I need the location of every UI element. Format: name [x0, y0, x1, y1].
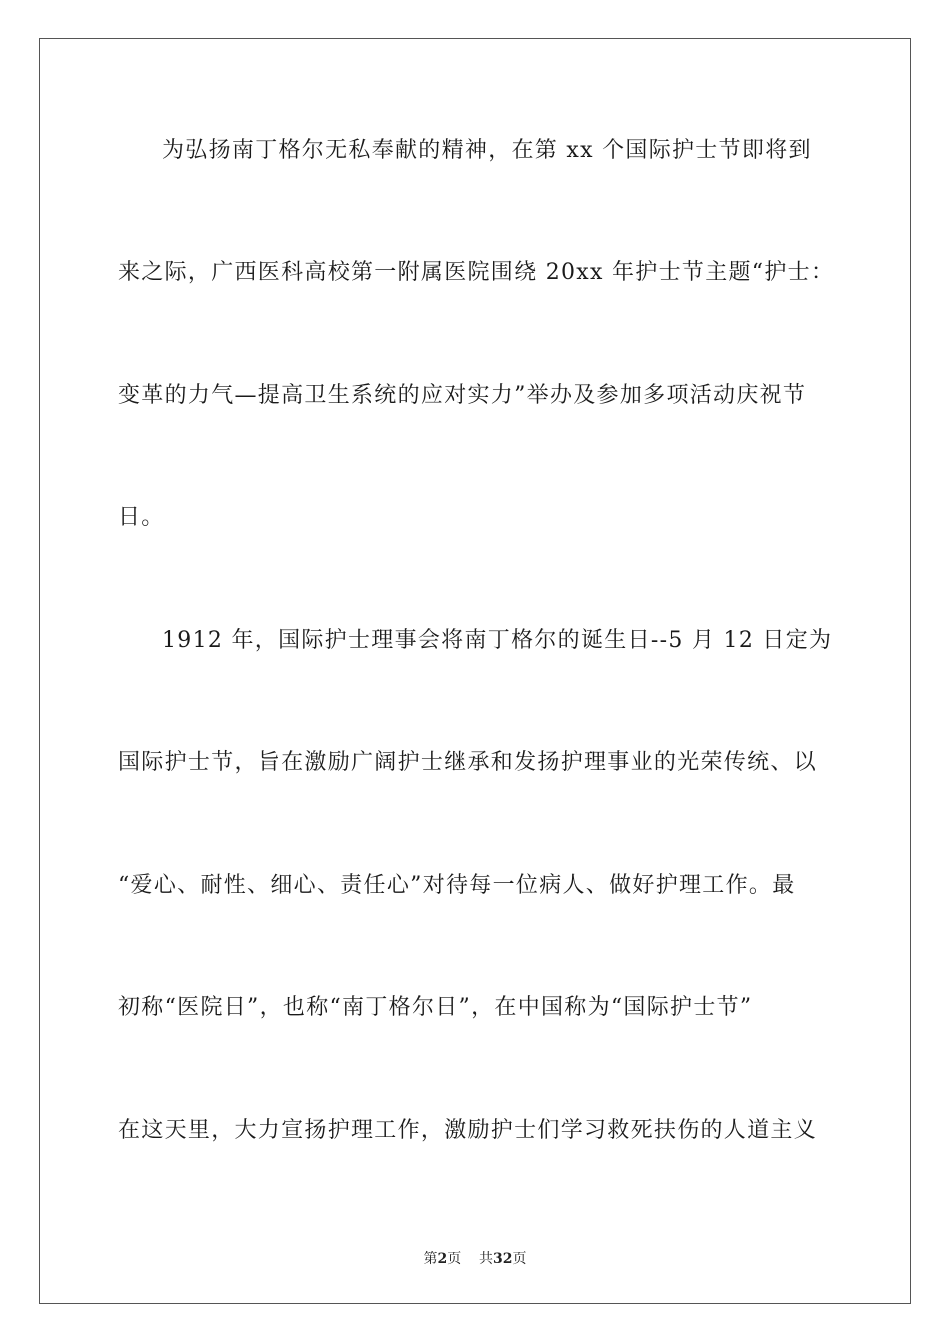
- text-line: 国际护士节，旨在激励广阔护士继承和发扬护理事业的光荣传统、以: [118, 750, 818, 775]
- text-line: “爱心、耐性、细心、责任心”对待每一位病人、做好护理工作。最: [118, 873, 796, 898]
- text-line: 在这天里，大力宣扬护理工作，激励护士们学习救死扶伤的人道主义: [118, 1118, 818, 1143]
- total-prefix: 共: [479, 1251, 494, 1267]
- page-prefix: 第: [423, 1251, 438, 1267]
- text-line: 初称“医院日”，也称“南丁格尔日”，在中国称为“国际护士节”: [118, 995, 753, 1020]
- text-line: 为弘扬南丁格尔无私奉献的精神，在第 xx 个国际护士节即将到: [162, 138, 812, 163]
- total-suffix: 页: [512, 1251, 527, 1267]
- text-line: 变革的力气—提高卫生系统的应对实力”举办及参加多项活动庆祝节: [118, 383, 807, 408]
- text-line: 1912 年，国际护士理事会将南丁格尔的诞生日--5 月 12 日定为: [162, 628, 833, 653]
- text-line: 来之际，广西医科高校第一附属医院围绕 20xx 年护士节主题“护士：: [118, 260, 835, 285]
- page-number: 2: [437, 1251, 448, 1267]
- page-footer: [0, 1248, 950, 1268]
- total-pages: 32: [493, 1251, 513, 1267]
- page-suffix: 页: [447, 1251, 462, 1267]
- page-frame: [39, 38, 911, 1304]
- text-line: 日。: [118, 505, 165, 530]
